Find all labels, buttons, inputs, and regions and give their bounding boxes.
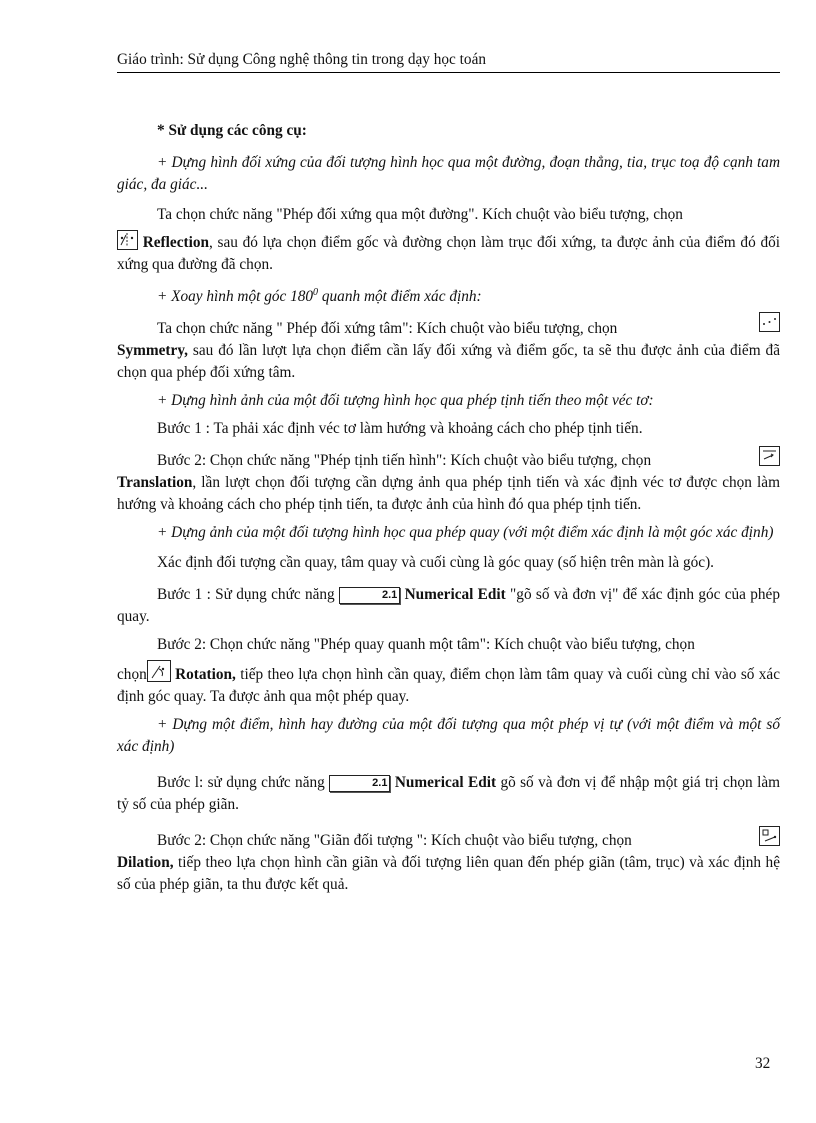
dilation-tool-name: Dilation,: [117, 854, 174, 871]
rotation-chon-word: chọn: [117, 666, 147, 683]
translation-step-1: Bước 1 : Ta phải xác định véc tơ làm hướng và khoảng cách cho phép tịnh tiến.: [157, 420, 643, 437]
reflection-para-1: Ta chọn chức năng "Phép đối xứng qua một đường". Kích chuột vào biểu tượng, chọn: [157, 206, 683, 223]
dilation-title: + Dựng một điểm, hình hay đường của một đối tượng qua một phép vị tự (với một điểm và một số xác định): [117, 716, 780, 755]
page-header: [117, 51, 780, 73]
symmetry-title: [117, 282, 780, 308]
rotation-step-1-a: Bước 1 : Sử dụng chức năng: [157, 586, 335, 603]
reflection-para-2: [117, 230, 780, 276]
symmetry-para-1: [117, 318, 780, 340]
rotation-numerical-edit-label: Numerical Edit: [404, 586, 506, 603]
reflection-title: + Dựng hình đối xứng của đối tượng hình học qua một đường, đoạn thẳng, tia, trục toạ độ cạnh tam giác, đa giác...: [117, 154, 780, 193]
reflection-icon[interactable]: [117, 230, 138, 250]
dilation-icon[interactable]: [759, 826, 780, 846]
numerical-edit-icon-2[interactable]: 2.1: [329, 775, 390, 792]
symmetry-tool-name: Symmetry,: [117, 342, 188, 359]
translation-tool-name: Translation: [117, 474, 193, 491]
dilation-step-2: [117, 830, 780, 852]
symmetry-para-2-text: sau đó lần lượt lựa chọn điểm cần lấy đối xứng và điểm gốc, ta sẽ thu được ảnh của điểm đã chọn qua phép đối xứng tâm.: [117, 342, 780, 381]
symmetry-para-1-text: Ta chọn chức năng " Phép đối xứng tâm": Kích chuột vào biểu tượng, chọn: [157, 320, 618, 337]
dilation-numerical-edit-label: Numerical Edit: [394, 774, 497, 791]
translation-title: + Dựng hình ảnh của một đối tượng hình học qua phép tịnh tiến theo một véc tơ:: [157, 392, 654, 409]
dilation-step-1: [117, 772, 780, 816]
degree-sup: 0: [313, 287, 319, 298]
reflection-para-2-text: , sau đó lựa chọn điểm gốc và đường chọn làm trục đối xứng, ta được ảnh của điểm đó đối xứng qua đường đã chọn.: [117, 234, 780, 273]
dilation-step-2-a: Bước 2: Chọn chức năng "Giãn đối tượng ": Kích chuột vào biểu tượng, chọn: [157, 832, 632, 849]
dilation-step-2-cont: [117, 852, 780, 896]
rotation-tool-name: Rotation,: [175, 666, 236, 683]
rotation-step-2-a: Bước 2: Chọn chức năng "Phép quay quanh một tâm": Kích chuột vào biểu tượng, chọn: [157, 636, 695, 653]
numerical-edit-icon[interactable]: 2.1: [339, 587, 400, 604]
section-heading: * Sử dụng các công cụ:: [157, 122, 307, 139]
rotation-step-2: [117, 634, 780, 656]
symmetry-icon[interactable]: [759, 312, 780, 332]
translation-step-2-b: , lần lượt chọn đối tượng cần dựng ảnh qua phép tịnh tiến và xác định véc tơ được chọn làm hướng và khoảng cách cho phép tịnh tiến, ta được ảnh của hình đó qua phép tịnh tiến.: [117, 474, 780, 513]
translation-icon[interactable]: [759, 446, 780, 466]
dilation-step-2-b: tiếp theo lựa chọn hình cần giãn và đối tượng liên quan đến phép giãn (tâm, trục) và xác định hệ số của phép giãn, ta thu được kết quả.: [117, 854, 780, 893]
rotation-step-2-cont: [117, 660, 780, 708]
page-number: 32: [755, 1055, 771, 1072]
symmetry-para-2: [117, 340, 780, 384]
page-content: [117, 118, 780, 896]
translation-step-2-a: Bước 2: Chọn chức năng "Phép tịnh tiến hình": Kích chuột vào biểu tượng, chọn: [157, 452, 652, 469]
symmetry-title-b: quanh một điểm xác định:: [318, 288, 482, 305]
rotation-title: + Dựng ảnh của một đối tượng hình học qua phép quay (với một điểm xác định là một góc xác định): [157, 524, 774, 541]
rotation-step-1: [117, 584, 780, 628]
translation-step-2: [117, 450, 780, 472]
rotation-para: Xác định đối tượng cần quay, tâm quay và cuối cùng là góc quay (số hiện trên màn là góc).: [157, 554, 714, 571]
rotation-step-2-b: tiếp theo lựa chọn hình cần quay, điểm chọn làm tâm quay và cuối cùng chỉ vào số xác định góc quay. Ta được ảnh qua một phép quay.: [117, 666, 780, 705]
symmetry-title-a: + Xoay hình một góc 180: [157, 288, 314, 305]
translation-step-2-cont: [117, 472, 780, 516]
rotation-step-1-b: "gõ số và đơn vị" để xác định góc của phép quay.: [117, 586, 780, 625]
reflection-tool-name: Reflection: [142, 234, 209, 251]
rotation-icon[interactable]: [147, 660, 171, 682]
dilation-step-1-b: gõ số và đơn vị để nhập một giá trị chọn làm tỷ số của phép giãn.: [117, 774, 781, 813]
header-title: Giáo trình: Sử dụng Công nghệ thông tin trong dạy học toán: [117, 51, 487, 68]
dilation-step-1-a: Bước l: sử dụng chức năng: [157, 774, 325, 791]
